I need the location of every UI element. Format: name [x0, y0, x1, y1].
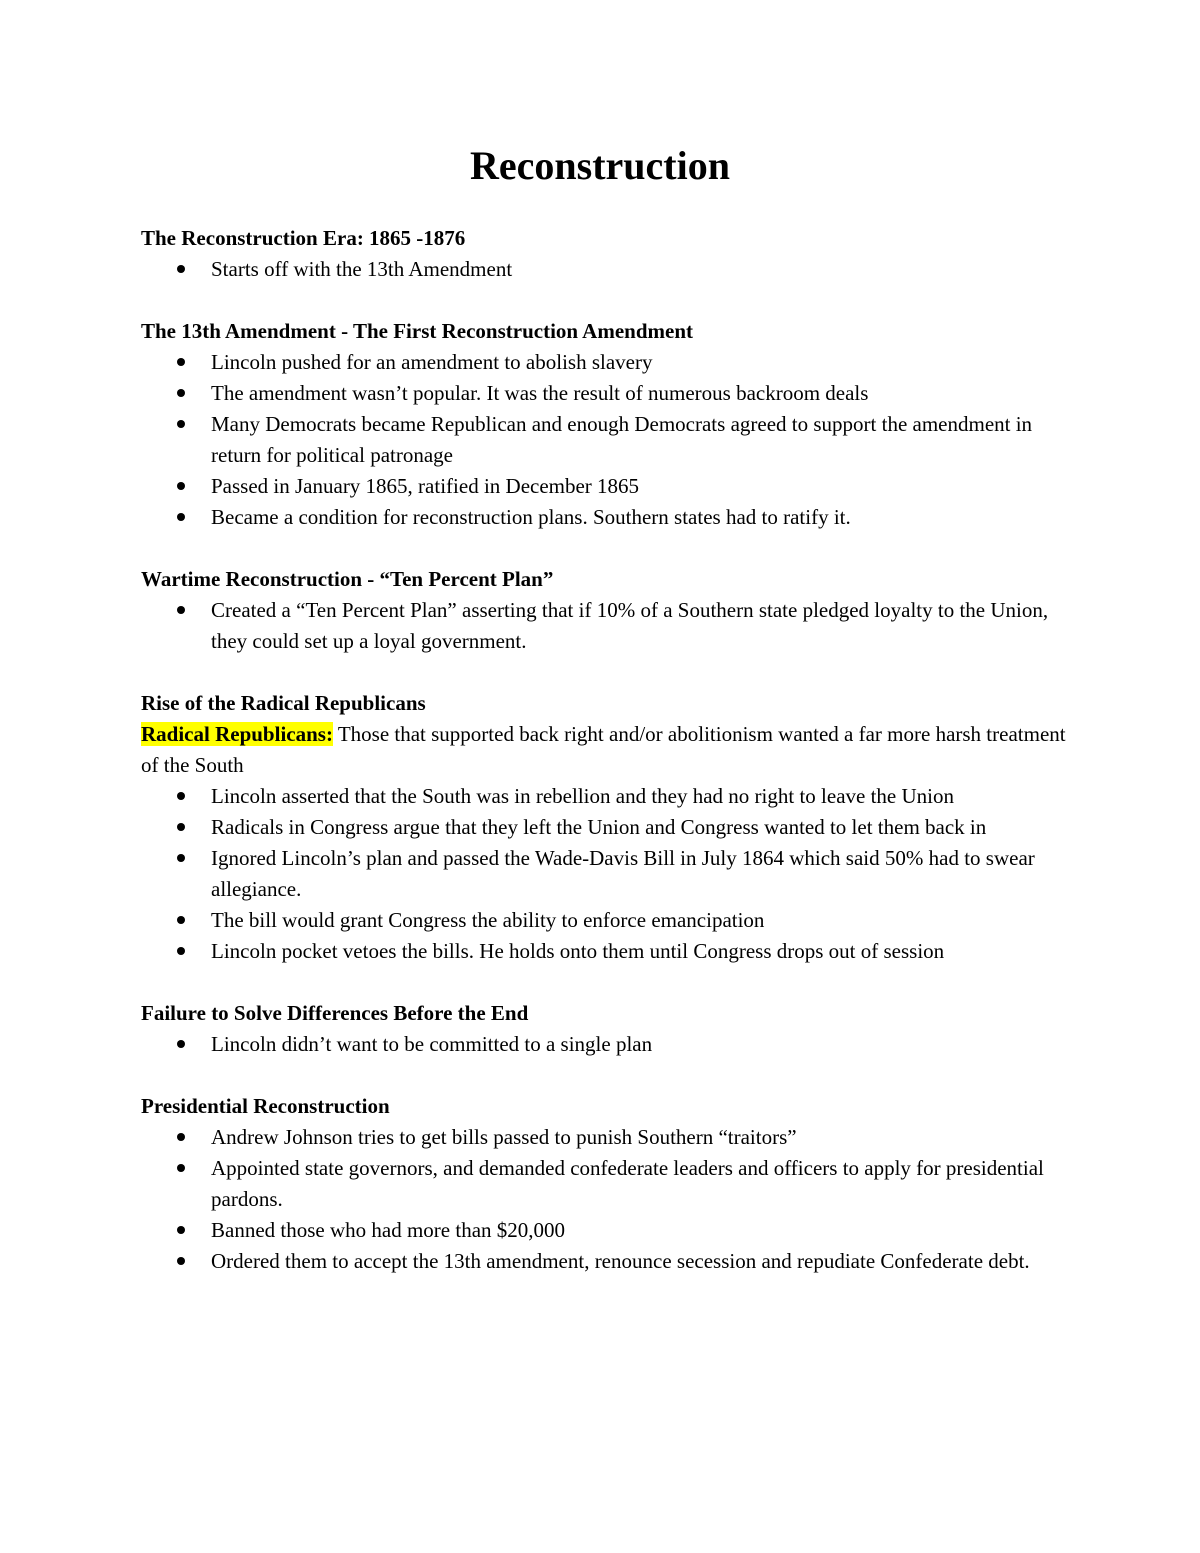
bullet-icon [177, 916, 185, 924]
bullet-icon [177, 1226, 185, 1234]
list-item-text: Became a condition for reconstruction plans. Southern states had to ratify it. [211, 505, 851, 529]
bullet-list [141, 254, 1071, 285]
section-heading: The 13th Amendment - The First Reconstruction Amendment [141, 319, 694, 343]
list-item-text: Appointed state governors, and demanded confederate leaders and officers to apply for presidential pardons. [211, 1156, 1044, 1211]
list-item [141, 1122, 1071, 1153]
list-item [141, 905, 1071, 936]
bullet-icon [177, 420, 185, 428]
list-item [141, 1029, 1071, 1060]
list-item-text: Lincoln pushed for an amendment to abolish slavery [211, 350, 653, 374]
bullet-icon [177, 1133, 185, 1141]
list-item [141, 378, 1071, 409]
list-item-text: Many Democrats became Republican and enough Democrats agreed to support the amendment in return for political patronage [211, 412, 1033, 467]
list-item [141, 347, 1071, 378]
bullet-list [141, 1122, 1071, 1277]
bullet-list [141, 595, 1071, 657]
list-item [141, 502, 1071, 533]
bullet-icon [177, 1164, 185, 1172]
section-heading: Wartime Reconstruction - “Ten Percent Plan” [141, 567, 554, 591]
definition-text: Those that supported back right and/or abolitionism wanted a far more harsh treatment of the South [141, 722, 1066, 777]
list-item [141, 471, 1071, 502]
list-item [141, 1153, 1071, 1215]
section-13th-amendment [141, 316, 1071, 533]
page-title: Reconstruction [470, 143, 730, 188]
list-item-text: Lincoln didn’t want to be committed to a single plan [211, 1032, 653, 1056]
list-item [141, 1215, 1071, 1246]
bullet-icon [177, 358, 185, 366]
bullet-icon [177, 1040, 185, 1048]
document-body [141, 223, 1071, 1308]
list-item-text: The bill would grant Congress the ability to enforce emancipation [211, 908, 765, 932]
section-presidential-reconstruction [141, 1091, 1071, 1277]
list-item-text: Lincoln pocket vetoes the bills. He holds onto them until Congress drops out of session [211, 939, 945, 963]
section-failure-to-solve [141, 998, 1071, 1060]
bullet-icon [177, 513, 185, 521]
list-item-text: Ordered them to accept the 13th amendment, renounce secession and repudiate Confederate debt. [211, 1249, 1030, 1273]
bullet-icon [177, 606, 185, 614]
list-item [141, 843, 1071, 905]
list-item-text: Created a “Ten Percent Plan” asserting that if 10% of a Southern state pledged loyalty to the Union, they could set up a loyal government. [211, 598, 1049, 653]
bullet-list [141, 1029, 1071, 1060]
bullet-icon [177, 792, 185, 800]
list-item [141, 812, 1071, 843]
list-item [141, 595, 1071, 657]
bullet-icon [177, 823, 185, 831]
bullet-icon [177, 947, 185, 955]
section-reconstruction-era [141, 223, 1071, 285]
section-heading: The Reconstruction Era: 1865 -1876 [141, 226, 466, 250]
highlighted-term: Radical Republicans: [141, 722, 333, 746]
list-item-text: Ignored Lincoln’s plan and passed the Wade-Davis Bill in July 1864 which said 50% had to swear allegiance. [211, 846, 1035, 901]
section-heading: Failure to Solve Differences Before the End [141, 1001, 529, 1025]
list-item-text: Passed in January 1865, ratified in December 1865 [211, 474, 640, 498]
list-item [141, 409, 1071, 471]
section-heading: Presidential Reconstruction [141, 1094, 390, 1118]
section-heading: Rise of the Radical Republicans [141, 691, 426, 715]
bullet-icon [177, 389, 185, 397]
bullet-icon [177, 265, 185, 273]
bullet-icon [177, 854, 185, 862]
list-item-text: Andrew Johnson tries to get bills passed to punish Southern “traitors” [211, 1125, 797, 1149]
section-radical-republicans [141, 688, 1071, 967]
list-item-text: Starts off with the 13th Amendment [211, 257, 513, 281]
list-item [141, 936, 1071, 967]
bullet-icon [177, 482, 185, 490]
bullet-list [141, 347, 1071, 533]
definition-paragraph [141, 719, 1071, 781]
list-item-text: The amendment wasn’t popular. It was the result of numerous backroom deals [211, 381, 869, 405]
list-item [141, 254, 1071, 285]
list-item-text: Radicals in Congress argue that they left the Union and Congress wanted to let them back in [211, 815, 987, 839]
list-item-text: Lincoln asserted that the South was in rebellion and they had no right to leave the Union [211, 784, 954, 808]
section-wartime-reconstruction [141, 564, 1071, 657]
bullet-list [141, 781, 1071, 967]
list-item [141, 1246, 1071, 1277]
list-item [141, 781, 1071, 812]
list-item-text: Banned those who had more than $20,000 [211, 1218, 566, 1242]
bullet-icon [177, 1257, 185, 1265]
